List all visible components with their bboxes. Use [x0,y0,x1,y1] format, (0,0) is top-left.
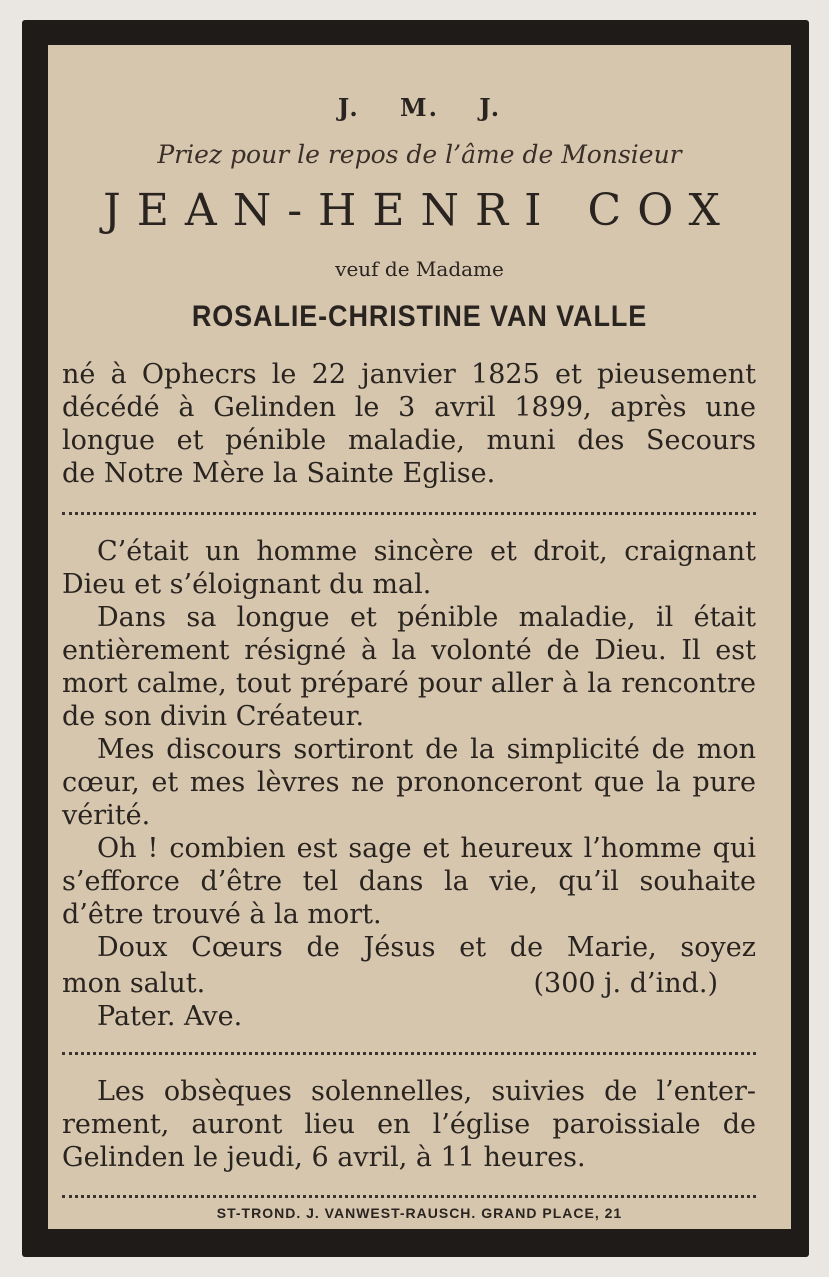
memorial-card [48,45,791,1229]
reflection-paragraph: C’était un homme sincère et droit, craignant Dieu et s’éloignant du mal. [62,536,756,600]
biography-line: décédé à Gelinden le 3 avril 1899, après une [62,392,756,423]
invocation-line: Doux Cœurs de Jésus et de Marie, soyez [97,932,756,963]
prayer-line: Pater. Ave. [97,1001,243,1032]
dotted-divider [62,1195,756,1198]
funeral-line: rement, auront lieu en l’église paroissiale de [62,1109,756,1140]
funeral-line: Les obsèques solennelles, suivies de l’enter- [97,1076,756,1107]
dotted-divider [62,512,756,515]
biography-line: né à Ophecrs le 22 janvier 1825 et pieusement [62,359,756,390]
funeral-paragraph [62,1075,756,1174]
biography-paragraph [62,358,756,490]
biography-line: longue et pénible maladie, muni des Secours [62,425,756,456]
reflection-paragraph: Oh ! combien est sage et heureux l’homme qui s’efforce d’être tel dans la vie, qu’il souhaite d’être trouvé à la mort. [62,833,756,930]
funeral-line: Gelinden le jeudi, 6 avril, à 11 heures. [62,1142,586,1173]
prayer-request: Priez pour le repos de l’âme de Monsieur [157,140,682,169]
initials-heading: J. M. J. [337,93,502,122]
invocation-line: mon salut. [62,968,206,999]
indulgence-note: (300 j. d’ind.) [533,968,718,999]
reflection-paragraph: Mes discours sortiront de la simplicité de mon cœur, et mes lèvres ne prononceront que la pure vérité. [62,734,756,831]
deceased-name: JEAN-HENRI COX [103,185,736,236]
dotted-divider [62,1052,756,1055]
printer-imprint: ST-TROND. J. VANWEST-RAUSCH. GRAND PLACE, 21 [216,1205,623,1221]
reflection-paragraph: Dans sa longue et pénible maladie, il était entièrement résigné à la volonté de Dieu. Il est mort calme, tout préparé pour aller à la rencontre de son divin Créateur. [62,602,756,732]
biography-line: de Notre Mère la Sainte Eglise. [62,458,496,489]
spouse-name: ROSALIE-CHRISTINE VAN VALLE [191,300,648,333]
invocation-end [62,967,756,1000]
widower-of-label: veuf de Madame [335,257,504,281]
